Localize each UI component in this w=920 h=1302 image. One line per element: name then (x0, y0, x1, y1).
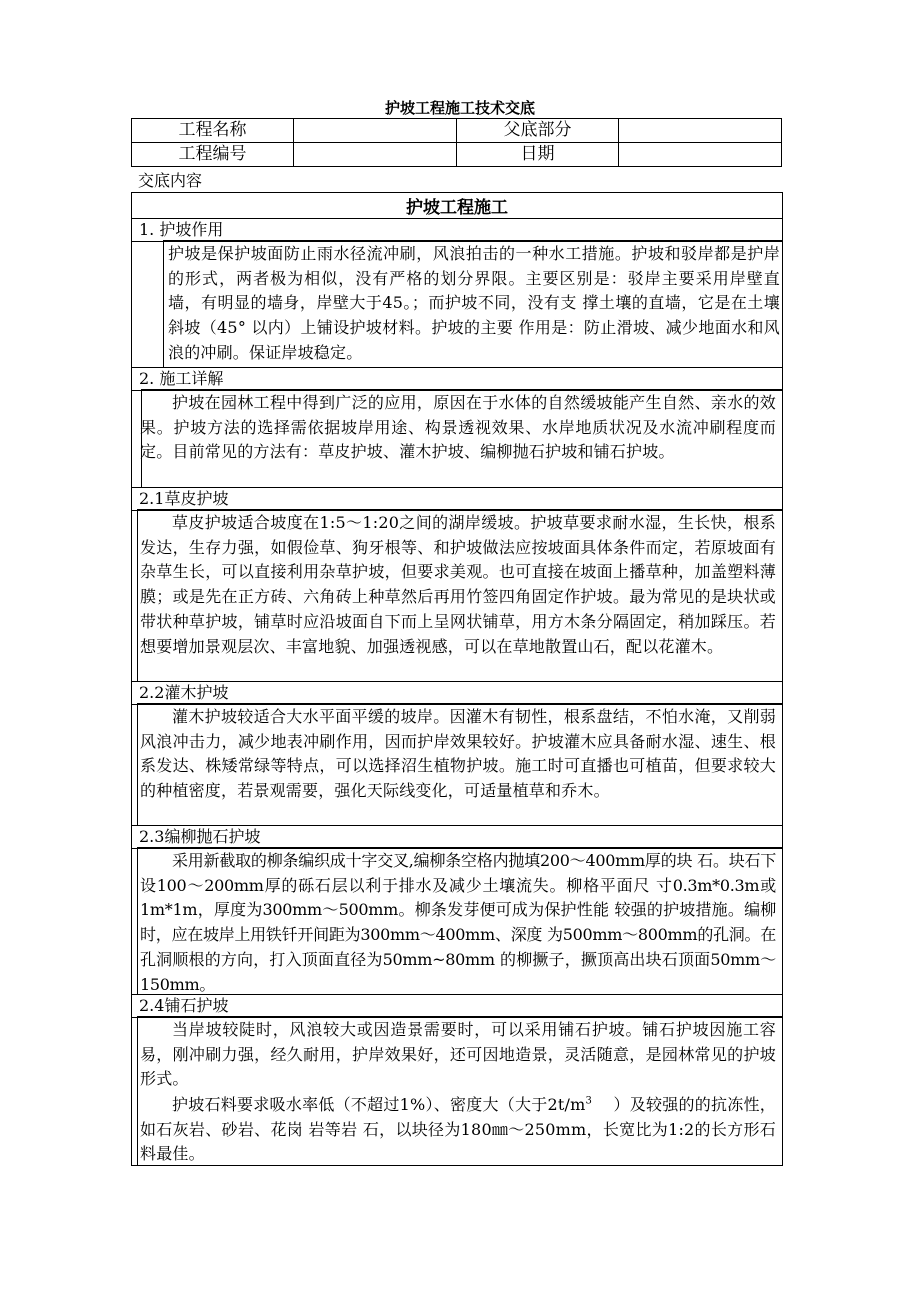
section-text-1: 护坡是保护坡面防止雨水径流冲刷，风浪拍击的一种水工措施。护坡和驳岸都是护岸的形式，两者极为相似，没有严格的划分界限。主要区别是：驳岸主要采用岸壁直墙，有明显的墙身，岸壁大于45。；而护坡不同，没有支 撑土壤的直墙，它是在土壤斜坡（45° 以内）上铺设护坡材料。护坡的主要 作用是：防止滑坡、减少地面水和风浪的冲刷。保证岸坡稳定。 (168, 244, 780, 362)
section-text-2-2: 灌木护坡较适合大水平面平缓的坡岸。因灌木有韧性，根系盘结，不怕水淹，又削弱风浪冲击力，减少地表冲刷作用，因而护岸效果较好。护坡灌木应具备耐水湿、速生、根系发达、株矮常绿等特点，可以选择沼生植物护坡。施工时可直播也可植苗，但要求较大的种植密度，若景观需要，强化天际线变化，可适量植草和乔木。 (140, 707, 776, 801)
section-label-2-4: 2.4铺石护坡 (131, 994, 783, 1018)
part-label: 父底部分 (457, 119, 619, 143)
table-row (132, 143, 782, 167)
section-label-1: 1. 护坡作用 (131, 218, 783, 242)
section-label-2: 2. 施工详解 (131, 367, 783, 391)
project-no-label: 工程编号 (132, 143, 294, 167)
section-label-2-2: 2.2灌木护坡 (131, 681, 783, 705)
section-text-2-3: 采用新截取的柳条编织成十字交叉,编柳条空格内抛填200〜400mm厚的块 石。块石下设100〜200mm厚的砾石层以利于排水及减少土壤流失。柳格平面尺 寸0.3m*0.3m或1m*1m，厚度为300mm〜500mm。柳条发芽便可成为保护性能 较强的护坡措施。编柳时，应在坡岸上用铁钎开间距为300mm〜400mm、深度 为500mm〜800mm的孔洞。在孔洞顺根的方向，打入顶面直径为50mm~80mm 的柳撅子，撅顶高出块石顶面50mm〜150mm。 (140, 851, 776, 994)
project-name-label: 工程名称 (132, 119, 294, 143)
block-title: 护坡工程施工 (406, 198, 508, 218)
date-label: 日期 (457, 143, 619, 167)
project-no-value (294, 143, 457, 167)
part-value (619, 119, 782, 143)
date-value (619, 143, 782, 167)
header-table (131, 118, 782, 167)
section-text-2-1: 草皮护坡适合坡度在1:5〜1:20之间的湖岸缓坡。护坡草要求耐水湿，生长快，根系发达，生存力强，如假俭草、狗牙根等、和护坡做法应按坡面具体条件而定，若原坡面有杂草生长，可以直接利用杂草护坡，但要求美观。也可直接在坡面上播草种，加盖塑料薄膜；或是先在正方砖、六角砖上种草然后再用竹签四角固定作护坡。最为常见的是块状或带状种草护坡，铺草时应沿坡面自下而上呈网状铺草，用方木条分隔固定，稍加踩压。若想要增加景观层次、丰富地貌、加强透视感，可以在草地散置山石，配以花灌木。 (140, 513, 776, 656)
intro-label: 交底内容 (138, 171, 203, 190)
section-text-2-4b-part1: 护坡石料要求吸水率低（不超过1%）、密度大（大于2t/m (172, 1095, 586, 1114)
section-text-2-4b-part2: ）及较强的的抗冻性，如石灰岩、砂岩、花岗 岩等岩 石，以块径为180㎜〜250mm，长宽比为1:2的长方形石料最佳。 (140, 1095, 776, 1164)
section-text-2-4a: 当岸坡较陡时，风浪较大或因造景需要时，可以采用铺石护坡。铺石护坡因施工容易，刚冲刷力强，经久耐用，护岸效果好，还可因地造景，灵活随意，是园林常见的护坡形式。 (140, 1020, 776, 1089)
section-label-2-3: 2.3编柳抛石护坡 (131, 825, 783, 849)
superscript-3: 3 (585, 1095, 593, 1107)
table-row (132, 119, 782, 143)
section-text-2: 护坡在园林工程中得到广泛的应用，原因在于水体的自然缓坡能产生自然、亲水的效果。护坡方法的选择需依据坡岸用途、构景透视效果、水岸地质状况及水流冲刷程度而定。目前常见的方法有：草皮护坡、灌木护坡、编柳抛石护坡和铺石护坡。 (140, 393, 776, 462)
section-label-2-1: 2.1草皮护坡 (131, 487, 783, 511)
page-title: 护坡工程施工技术交底 (384, 99, 535, 117)
project-name-value (294, 119, 457, 143)
section-text-2-4b (140, 1093, 776, 1167)
